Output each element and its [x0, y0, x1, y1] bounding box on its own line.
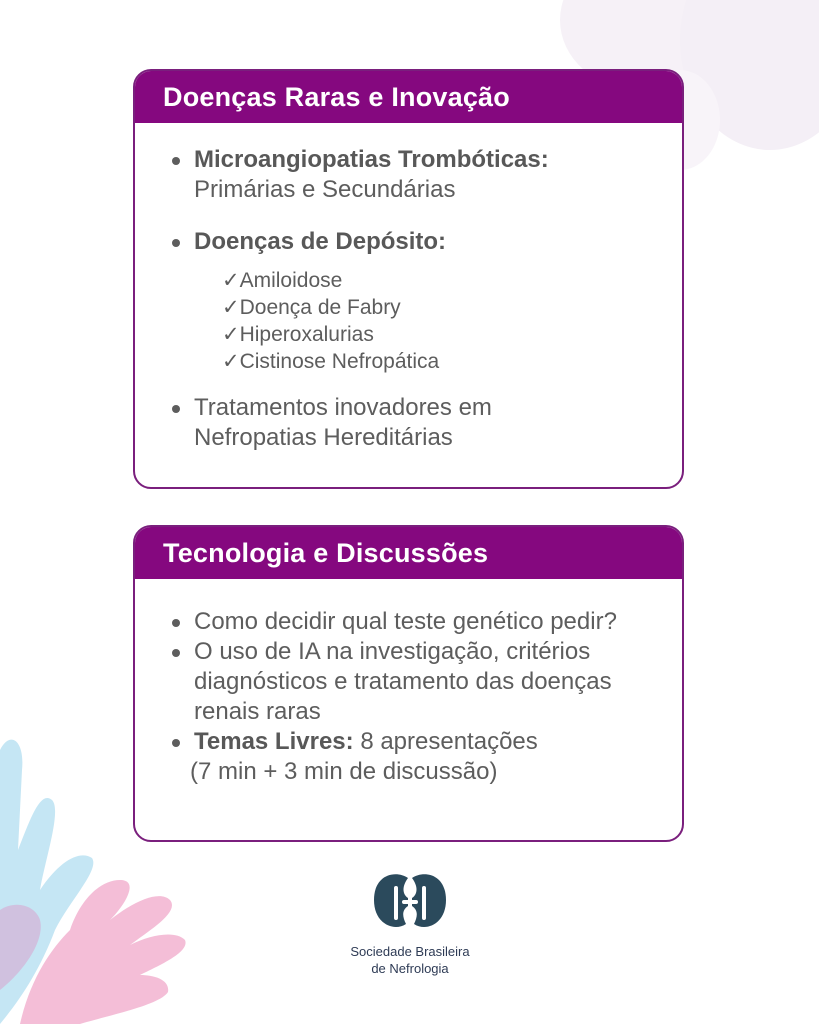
list-item	[170, 607, 644, 637]
check-item: ✓Amiloidose	[222, 269, 343, 292]
list-item	[170, 145, 652, 205]
check-item: ✓Doença de Fabry	[222, 296, 401, 319]
item-label: Doenças de Depósito:	[194, 228, 447, 255]
item-note: (7 min + 3 min de discussão)	[190, 758, 498, 785]
card-tecnologia	[133, 525, 684, 842]
item-text: O uso de IA na investigação, critérios diagnósticos e tratamento das doenças renais raras	[194, 638, 612, 725]
item-text: 8 apresentações	[360, 728, 538, 755]
card-doencas-raras	[133, 69, 684, 489]
list-item	[170, 393, 594, 453]
item-text: Como decidir qual teste genético pedir?	[194, 608, 617, 635]
list-item	[170, 637, 652, 727]
item-text: Primárias e Secundárias	[194, 176, 456, 203]
list-item	[170, 227, 652, 375]
logo-line-1: Sociedade Brasileira	[350, 944, 470, 959]
logo-line-2: de Nefrologia	[371, 961, 449, 976]
check-item: ✓Hiperoxalurias	[222, 323, 374, 346]
card-title: Doenças Raras e Inovação	[135, 71, 682, 123]
item-label: Microangiopatias Trombóticas:	[194, 146, 549, 173]
item-text: Tratamentos inovadores em Nefropatias Hereditárias	[194, 394, 492, 451]
item-label: Temas Livres:	[194, 728, 354, 755]
check-item: ✓Cistinose Nefropática	[222, 350, 440, 373]
kidney-logo-icon	[368, 872, 452, 932]
card-title: Tecnologia e Discussões	[135, 527, 682, 579]
check-list	[194, 267, 652, 375]
sbn-logo	[330, 872, 490, 977]
list-item	[170, 727, 652, 787]
